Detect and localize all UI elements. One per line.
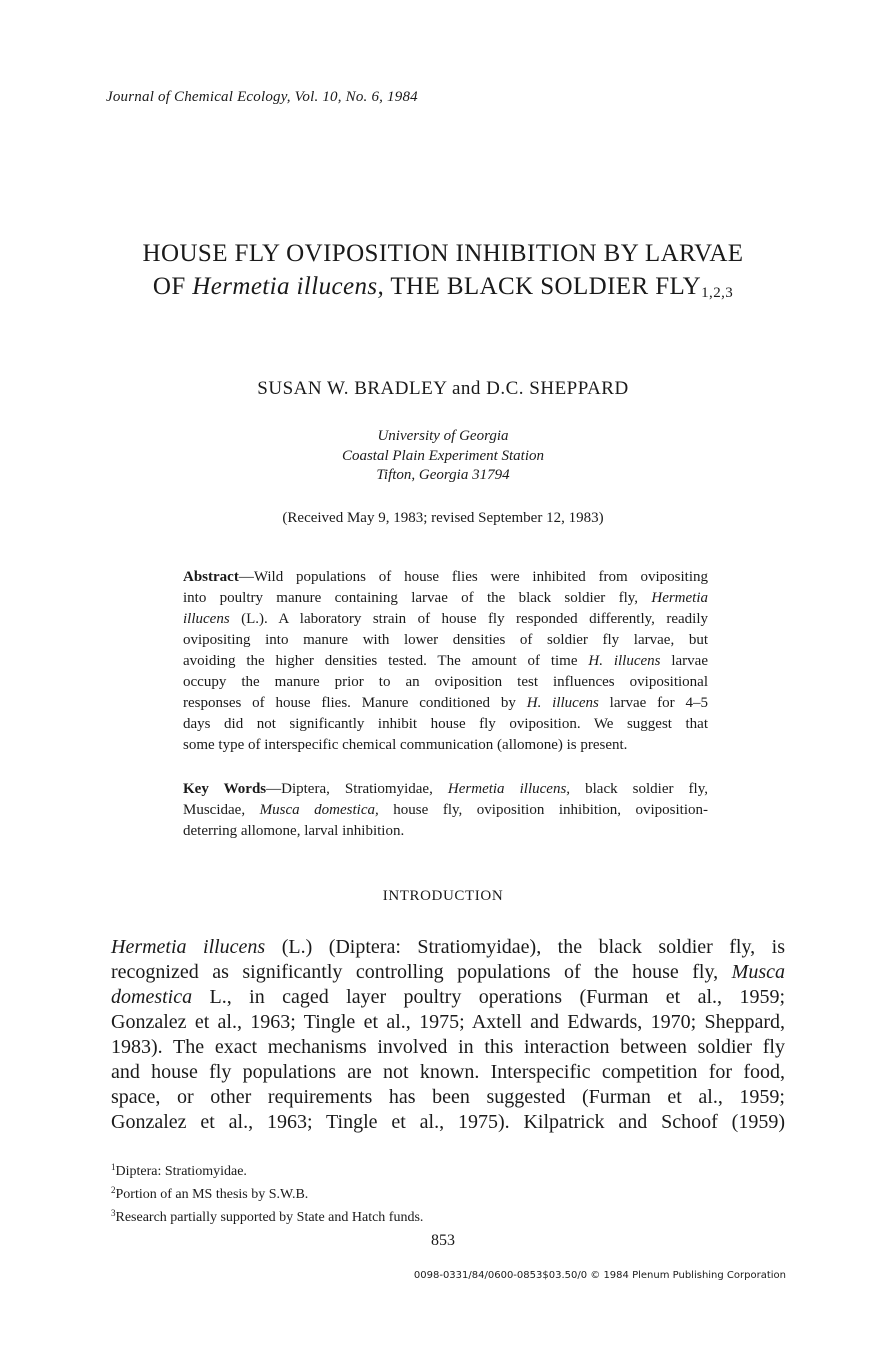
body-line — [111, 1085, 785, 1110]
body-italic: Musca — [731, 961, 785, 983]
key-words-text: house fly, oviposition inhibition, oviposition- — [378, 802, 708, 818]
body-text: and house fly populations are not known. Interspecific competition for food, — [111, 1061, 785, 1083]
introduction-body — [111, 935, 785, 1135]
abstract-line — [183, 693, 708, 714]
key-words-text: Muscidae, — [183, 802, 260, 818]
abstract-italic: H. illucens — [588, 653, 661, 669]
abstract-text: larvae for 4–5 — [598, 695, 708, 711]
abstract-line — [183, 588, 708, 609]
abstract-italic: Hermetia — [651, 590, 709, 606]
abstract-text: responses of house flies. Manure conditioned by — [183, 695, 527, 711]
affiliation-line-1: University of Georgia — [377, 428, 509, 444]
footnote-mark: 2 — [111, 1185, 116, 1195]
footnote — [111, 1181, 423, 1204]
key-words-text: black soldier fly, — [570, 781, 708, 797]
title-species-name: Hermetia illucens, — [192, 273, 385, 300]
abstract-line — [183, 630, 708, 651]
received-dates: (Received May 9, 1983; revised September 12, 1983) — [282, 510, 604, 526]
copyright-line: 0098-0331/84/0600-0853$03.50/0 © 1984 Plenum Publishing Corporation — [413, 1270, 786, 1281]
abstract-text: some type of interspecific chemical communication (allomone) is present. — [183, 737, 628, 753]
abstract-line — [183, 567, 708, 588]
body-text: 1983). The exact mechanisms involved in this interaction between soldier fly — [111, 1036, 785, 1058]
abstract-line — [183, 609, 708, 630]
body-text: L., in caged layer poultry operations (Furman et al., 1959; — [192, 986, 785, 1008]
footnote — [111, 1158, 423, 1181]
key-words-text: deterring allomone, larval inhibition. — [183, 823, 405, 839]
title-line-1: HOUSE FLY OVIPOSITION INHIBITION BY LARVAE — [142, 240, 744, 267]
body-line — [111, 985, 785, 1010]
body-text: space, or other requirements has been suggested (Furman et al., 1959; — [111, 1086, 785, 1108]
body-line — [111, 1110, 785, 1135]
key-words-italic: Musca domestica, — [259, 802, 379, 818]
body-italic: Hermetia illucens — [111, 936, 266, 958]
title-footnote-marks: 1,2,3 — [701, 285, 734, 301]
abstract-line — [183, 651, 708, 672]
abstract-line — [183, 714, 708, 735]
key-words-text: —Diptera, Stratiomyidae, — [266, 781, 448, 797]
key-words-line — [183, 779, 708, 800]
affiliation-line-2: Coastal Plain Experiment Station — [341, 448, 545, 464]
journal-citation: Journal of Chemical Ecology, Vol. 10, No. 6, 1984 — [106, 89, 418, 105]
title-line-2-prefix: OF — [152, 273, 193, 300]
affiliation-line-3: Tifton, Georgia 31794 — [376, 467, 510, 483]
body-text: Gonzalez et al., 1963; Tingle et al., 1975). Kilpatrick and Schoof (1959) — [111, 1111, 785, 1133]
body-line — [111, 935, 785, 960]
abstract-line — [183, 735, 708, 756]
section-heading-introduction: INTRODUCTION — [382, 888, 504, 904]
abstract-line — [183, 672, 708, 693]
abstract-text: into poultry manure containing larvae of the black soldier fly, — [183, 590, 639, 606]
key-words-label: Key Words — [183, 781, 267, 797]
abstract-text: avoiding the higher densities tested. The amount of time — [183, 653, 589, 669]
body-line — [111, 1010, 785, 1035]
body-text: recognized as significantly controlling populations of the house fly, — [111, 961, 732, 983]
abstract-label: Abstract — [183, 569, 239, 585]
abstract-text: —Wild populations of house flies were inhibited from ovipositing — [238, 569, 708, 585]
title-line-2-rest: THE BLACK SOLDIER FLY — [384, 273, 702, 300]
abstract-text: days did not significantly inhibit house fly oviposition. We suggest that — [183, 716, 708, 732]
abstract-text: larvae — [660, 653, 708, 669]
key-words — [183, 779, 708, 842]
abstract-text: occupy the manure prior to an oviposition test influences ovipositional — [183, 674, 708, 690]
footnote-mark: 1 — [111, 1162, 116, 1172]
body-italic: domestica — [111, 986, 193, 1008]
key-words-italic: Hermetia illucens, — [447, 781, 571, 797]
abstract-text: (L.). A laboratory strain of house fly responded differently, readily — [229, 611, 708, 627]
abstract-text: ovipositing into manure with lower densities of soldier fly larvae, but — [183, 632, 708, 648]
title-line-2 — [0, 273, 886, 302]
footnote — [111, 1204, 423, 1227]
body-line — [111, 1035, 785, 1060]
footnote-text: Portion of an MS thesis by S.W.B. — [115, 1187, 309, 1202]
body-line — [111, 960, 785, 985]
body-text: Gonzalez et al., 1963; Tingle et al., 1975; Axtell and Edwards, 1970; Sheppard, — [111, 1011, 785, 1033]
page-number: 853 — [431, 1232, 455, 1249]
footnote-text: Diptera: Stratiomyidae. — [115, 1164, 247, 1179]
abstract-italic: H. illucens — [526, 695, 599, 711]
body-line — [111, 1060, 785, 1085]
abstract-italic: illucens — [183, 611, 230, 627]
footnotes — [111, 1158, 423, 1227]
authors: SUSAN W. BRADLEY and D.C. SHEPPARD — [257, 378, 629, 399]
footnote-text: Research partially supported by State and Hatch funds. — [115, 1210, 424, 1225]
key-words-line — [183, 800, 708, 821]
body-text: (L.) (Diptera: Stratiomyidae), the black soldier fly, is — [265, 936, 785, 958]
footnote-mark: 3 — [111, 1208, 116, 1218]
key-words-line — [183, 821, 708, 842]
abstract — [183, 567, 708, 756]
